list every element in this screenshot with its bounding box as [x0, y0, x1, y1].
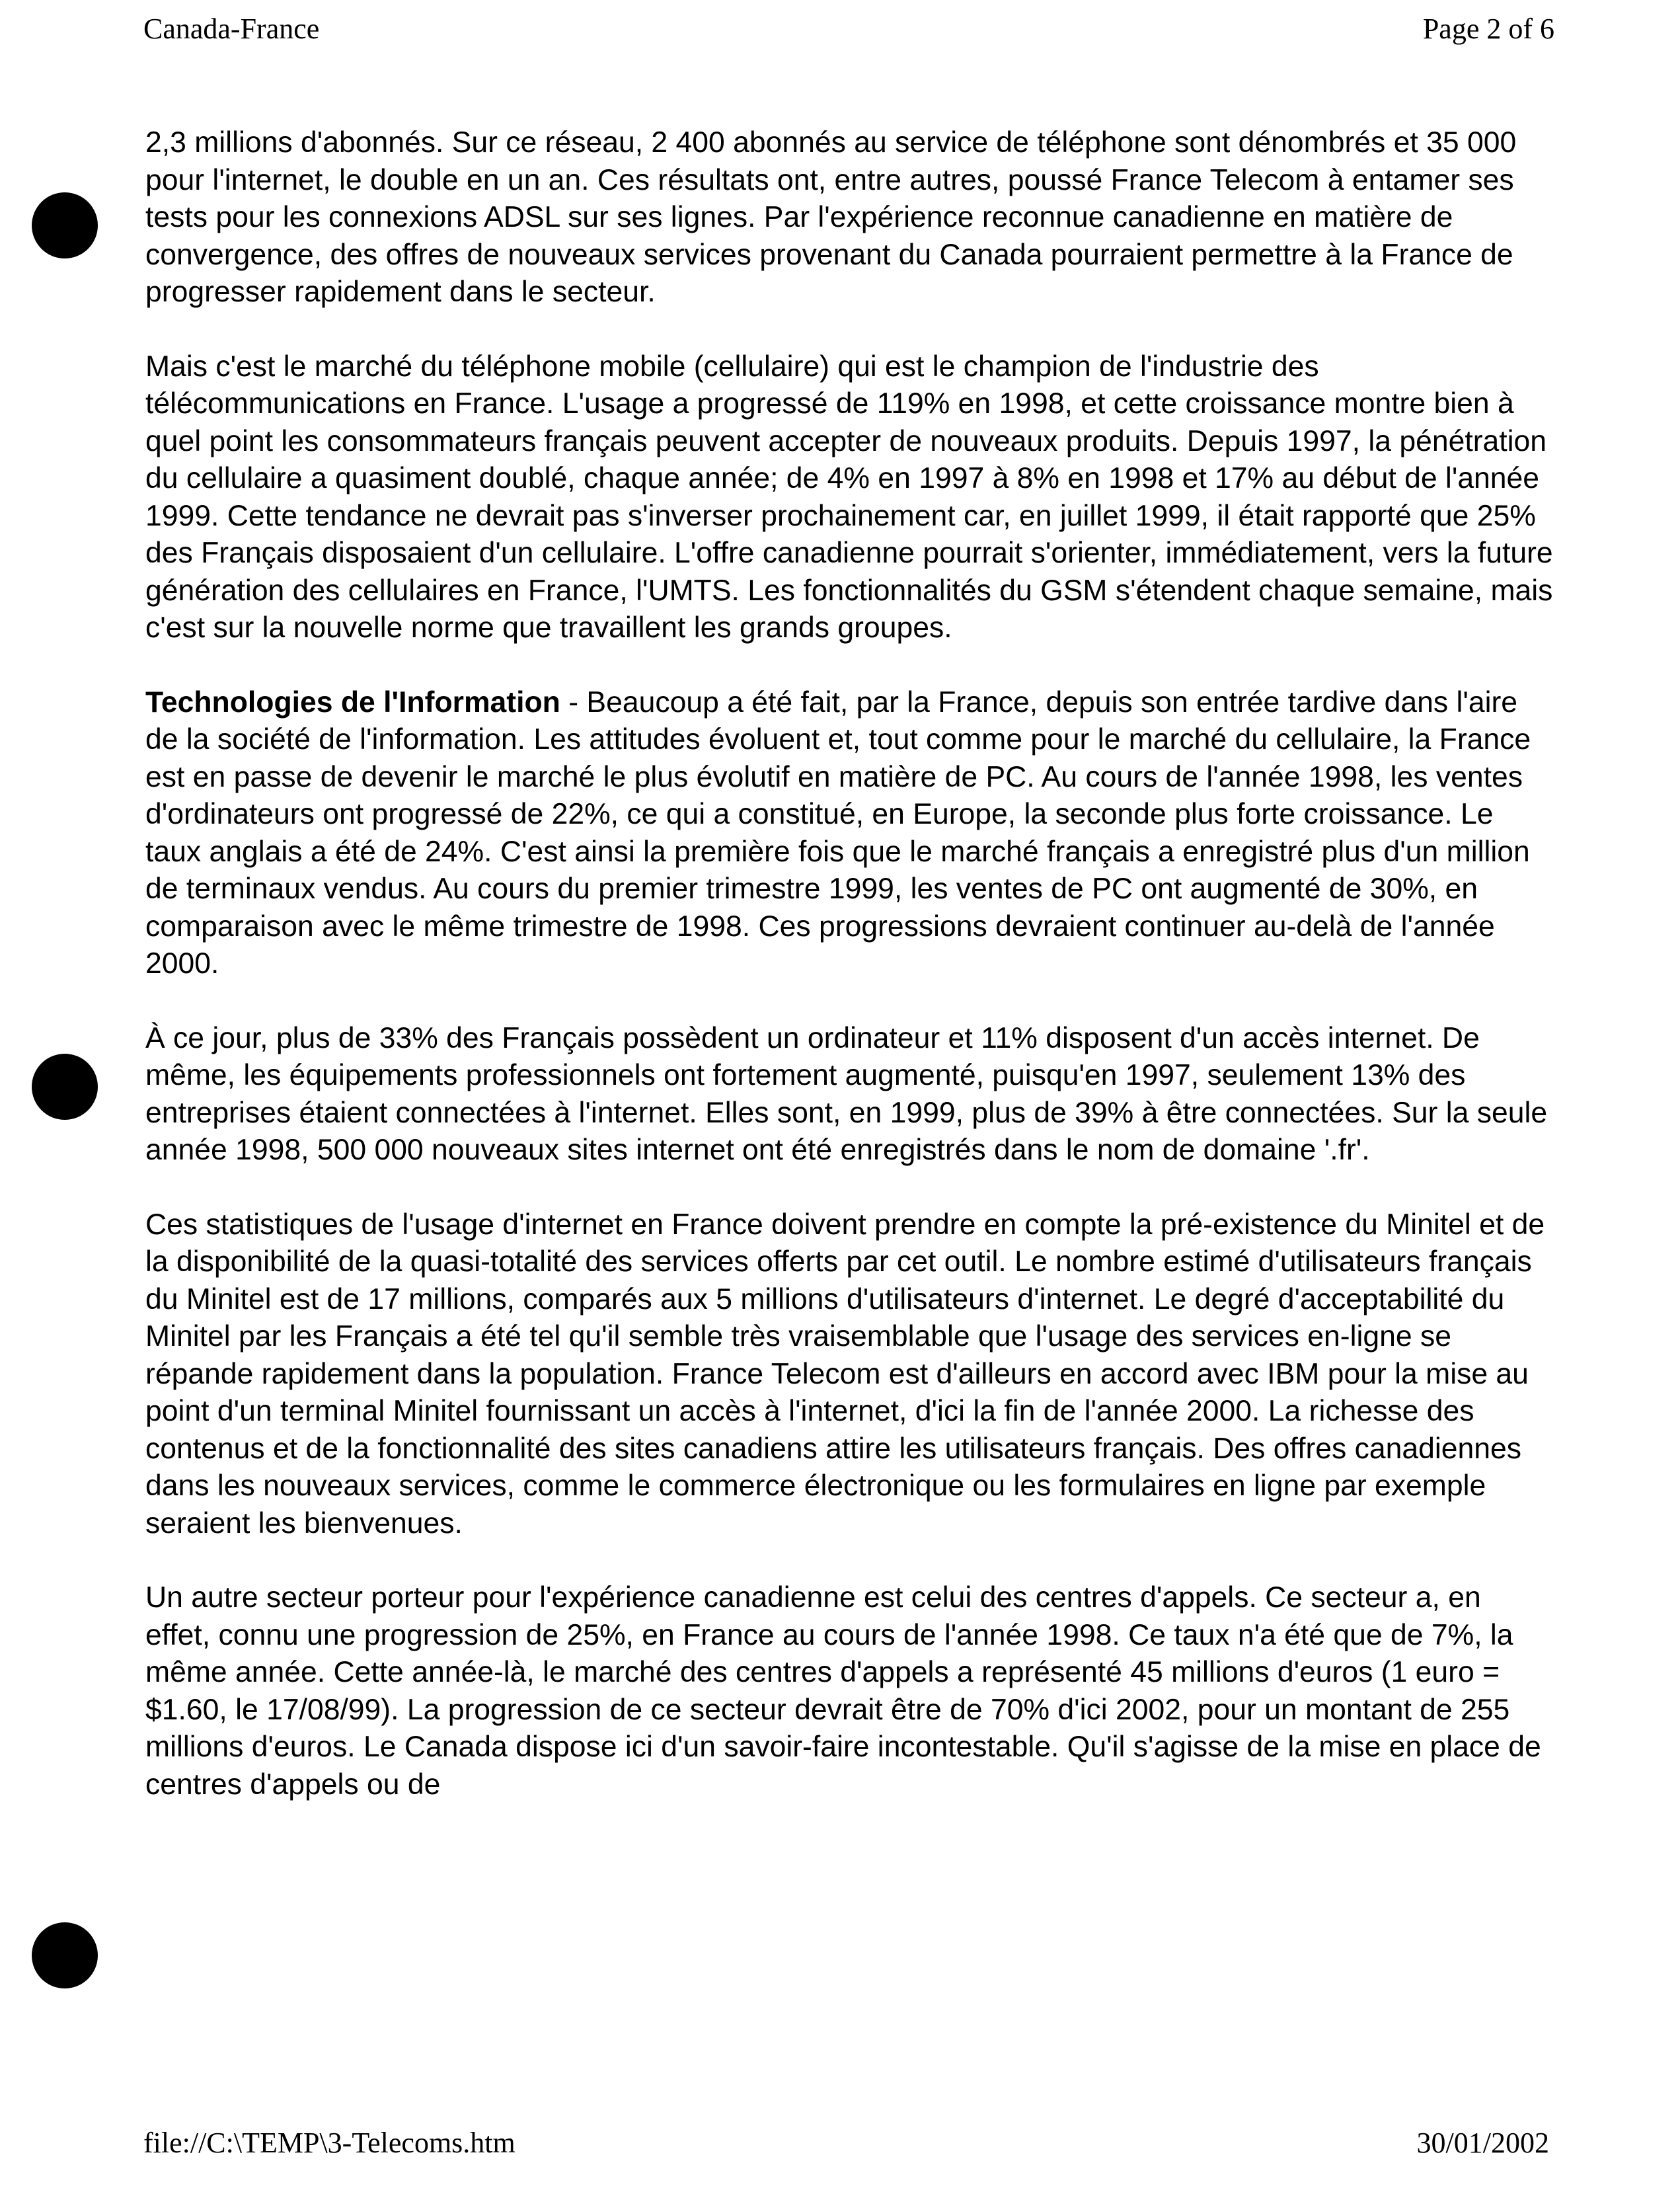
- paragraph: Un autre secteur porteur pour l'expérience canadienne est celui des centres d'appels. Ce secteur a, en effet, connu une progression de 25%, en France au cours de l'année 1998. Ce taux n'a été que de 7%, la même année. Cette année-là, le marché des centres d'appels a représenté 45 millions d'euros (1 euro = $1.60, le 17/08/99). La progression de ce secteur devrait être de 70% d'ici 2002, pour un montant de 255 millions d'euros. Le Canada dispose ici d'un savoir-faire incontestable. Qu'il s'agisse de la mise en place de centres d'appels ou de: [145, 1581, 1541, 1801]
- punch-hole: [32, 1054, 98, 1120]
- print-date: 30/01/2002: [1416, 2127, 1549, 2159]
- punch-hole: [32, 192, 98, 258]
- document-body: [145, 124, 1553, 1803]
- paragraph-text: - Beaucoup a été fait, par la France, depuis son entrée tardive dans l'aire de la société de l'information. Les attitudes évoluent et, tout comme pour le marché du cellulaire, la France est en passe de devenir le marché le plus évolutif en matière de PC. Au cours de l'année 1998, les ventes d'ordinateurs ont progressé de 22%, ce qui a constitué, en Europe, la seconde plus forte croissance. Le taux anglais a été de 24%. C'est ainsi la première fois que le marché français a enregistré plus d'un million de terminaux vendus. Au cours du premier trimestre 1999, les ventes de PC ont augmenté de 30%, en comparaison avec le même trimestre de 1998. Ces progressions devraient continuer au-delà de l'année 2000.: [145, 686, 1531, 980]
- section-heading: Technologies de l'Information: [145, 686, 560, 719]
- header-title: Canada-France: [143, 13, 320, 45]
- paragraph: À ce jour, plus de 33% des Français possèdent un ordinateur et 11% disposent d'un accès internet. De même, les équipements professionnels ont fortement augmenté, puisqu'en 1997, seulement 13% des entreprises étaient connectées à l'internet. Elles sont, en 1999, plus de 39% à être connectées. Sur la seule année 1998, 500 000 nouveaux sites internet ont été enregistrés dans le nom de domaine '.fr'.: [145, 1021, 1548, 1166]
- punch-hole: [32, 1922, 98, 1988]
- paragraph: 2,3 millions d'abonnés. Sur ce réseau, 2 400 abonnés au service de téléphone sont dénombrés et 35 000 pour l'internet, le double en un an. Ces résultats ont, entre autres, poussé France Telecom à entamer ses tests pour les connexions ADSL sur ses lignes. Par l'expérience reconnue canadienne en matière de convergence, des offres de nouveaux services provenant du Canada pourraient permettre à la France de progresser rapidement dans le secteur.: [145, 126, 1517, 308]
- paragraph: [145, 684, 1553, 983]
- page-number: Page 2 of 6: [1422, 13, 1554, 45]
- file-path: file://C:\TEMP\3-Telecoms.htm: [143, 2127, 515, 2159]
- paragraph: Ces statistiques de l'usage d'internet en France doivent prendre en compte la pré-existence du Minitel et de la disponibilité de la quasi-totalité des services offerts par cet outil. Le nombre estimé d'utilisateurs français du Minitel est de 17 millions, comparés aux 5 millions d'utilisateurs d'internet. Le degré d'acceptabilité du Minitel par les Français a été tel qu'il semble très vraisemblable que l'usage des services en-ligne se répande rapidement dans la population. France Telecom est d'ailleurs en accord avec IBM pour la mise au point d'un terminal Minitel fournissant un accès à l'internet, d'ici la fin de l'année 2000. La richesse des contenus et de la fonctionnalité des sites canadiens attire les utilisateurs français. Des offres canadiennes dans les nouveaux services, comme le commerce électronique ou les formulaires en ligne par exemple seraient les bienvenues.: [145, 1208, 1545, 1540]
- paragraph: Mais c'est le marché du téléphone mobile (cellulaire) qui est le champion de l'industrie des télécommunications en France. L'usage a progressé de 119% en 1998, et cette croissance montre bien à quel point les consommateurs français peuvent accepter de nouveaux produits. Depuis 1997, la pénétration du cellulaire a quasiment doublé, chaque année; de 4% en 1997 à 8% en 1998 et 17% au début de l'année 1999. Cette tendance ne devrait pas s'inverser prochainement car, en juillet 1999, il était rapporté que 25% des Français disposaient d'un cellulaire. L'offre canadienne pourrait s'orienter, immédiatement, vers la future génération des cellulaires en France, l'UMTS. Les fonctionnalités du GSM s'étendent chaque semaine, mais c'est sur la nouvelle norme que travaillent les grands groupes.: [145, 350, 1553, 644]
